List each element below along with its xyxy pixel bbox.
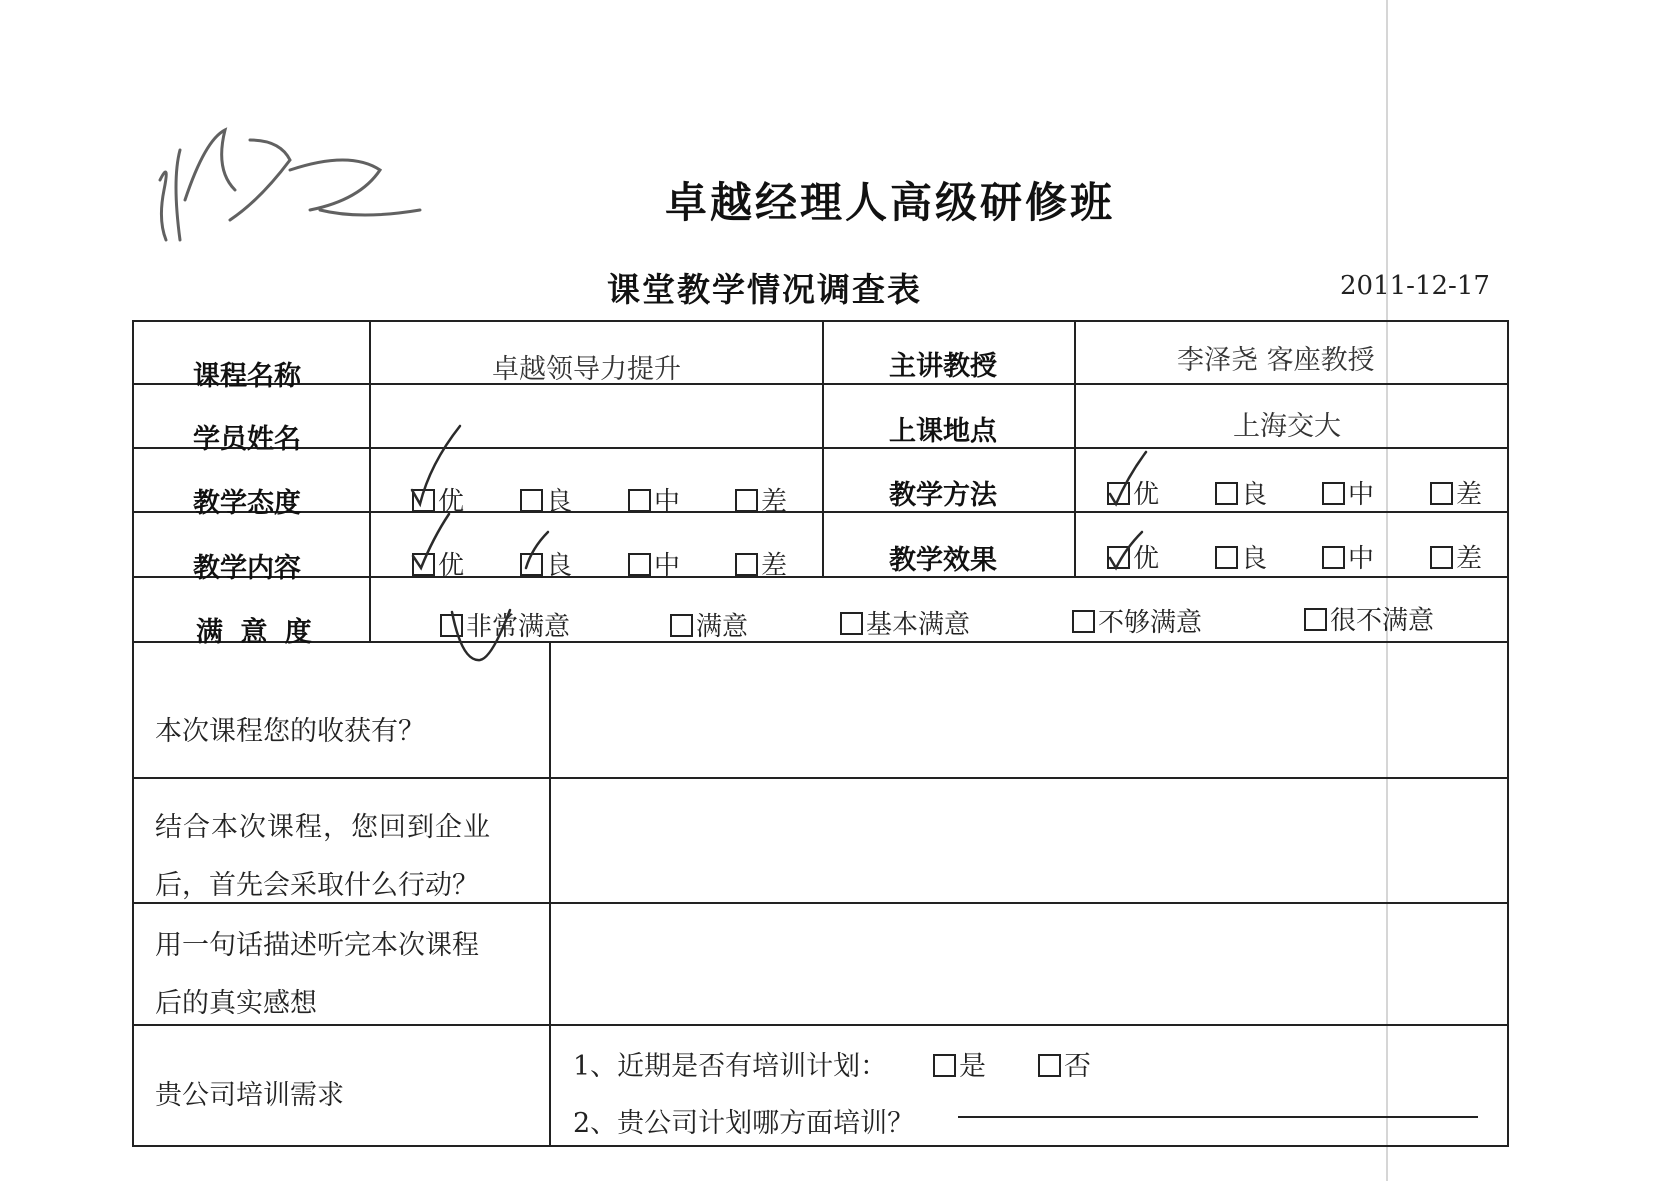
question-feeling-line1: 用一句话描述听完本次课程 <box>155 930 479 961</box>
training-needs-label: 贵公司培训需求 <box>155 1080 344 1111</box>
satisfaction-option-very-satisfied[interactable]: 非常满意 <box>440 606 570 643</box>
effect-option-average[interactable]: 中 <box>1322 538 1374 575</box>
checkbox[interactable] <box>412 553 435 576</box>
question-feeling-line2: 后的真实感想 <box>155 988 317 1019</box>
satisfaction-option-not-satisfied[interactable]: 不够满意 <box>1072 602 1202 639</box>
satisfaction-label: 满 意 度 <box>196 617 316 648</box>
checkbox[interactable] <box>1304 608 1327 631</box>
attitude-option-excellent[interactable]: 优 <box>412 481 464 518</box>
training-plan-question: 1、近期是否有培训计划： <box>573 1051 888 1082</box>
teaching-attitude-label: 教学态度 <box>193 488 301 519</box>
checkbox[interactable] <box>1107 482 1130 505</box>
location-label: 上课地点 <box>889 416 997 447</box>
student-name-label: 学员姓名 <box>193 424 301 455</box>
training-plan-yes[interactable]: 是 <box>933 1044 986 1083</box>
checkbox[interactable] <box>440 614 463 637</box>
question-action-line1: 结合本次课程，您回到企业 <box>155 812 491 843</box>
method-option-good[interactable]: 良 <box>1215 474 1267 511</box>
checkbox[interactable] <box>1072 610 1095 633</box>
checkbox[interactable] <box>1430 482 1453 505</box>
training-area-question: 2、贵公司计划哪方面培训？ <box>573 1108 915 1139</box>
content-option-average[interactable]: 中 <box>628 545 680 582</box>
checkbox[interactable] <box>840 612 863 635</box>
effect-option-good[interactable]: 良 <box>1215 538 1267 575</box>
method-option-average[interactable]: 中 <box>1322 474 1374 511</box>
method-option-poor[interactable]: 差 <box>1430 474 1482 511</box>
training-area-field[interactable] <box>958 1090 1478 1118</box>
method-option-excellent[interactable]: 优 <box>1107 474 1159 511</box>
checkbox[interactable] <box>933 1054 956 1077</box>
checkbox[interactable] <box>1215 482 1238 505</box>
effect-option-excellent[interactable]: 优 <box>1107 538 1159 575</box>
course-name-label: 课程名称 <box>193 361 301 392</box>
checkbox[interactable] <box>735 553 758 576</box>
answer-gains-field[interactable] <box>552 644 1507 776</box>
checkbox[interactable] <box>1215 546 1238 569</box>
question-gains: 本次课程您的收获有？ <box>155 716 425 747</box>
checkbox[interactable] <box>520 489 543 512</box>
teacher-value[interactable]: 李泽尧 客座教授 <box>1177 345 1375 376</box>
checkbox[interactable] <box>1430 546 1453 569</box>
checkbox[interactable] <box>735 489 758 512</box>
checkbox[interactable] <box>1322 482 1345 505</box>
training-plan-no[interactable]: 否 <box>1038 1044 1091 1083</box>
teaching-content-label: 教学内容 <box>193 553 301 584</box>
checkbox[interactable] <box>628 489 651 512</box>
course-name-value[interactable]: 卓越领导力提升 <box>492 354 681 385</box>
checkbox[interactable] <box>520 553 543 576</box>
checkbox[interactable] <box>1038 1054 1061 1077</box>
teaching-method-label: 教学方法 <box>889 480 997 511</box>
satisfaction-option-satisfied[interactable]: 满意 <box>670 606 748 643</box>
teaching-effect-label: 教学效果 <box>889 545 997 576</box>
content-option-poor[interactable]: 差 <box>735 545 787 582</box>
attitude-option-good[interactable]: 良 <box>520 481 572 518</box>
attitude-option-average[interactable]: 中 <box>628 481 680 518</box>
form-title: 卓越经理人高级研修班 <box>665 178 1116 227</box>
teacher-label: 主讲教授 <box>889 351 997 382</box>
checkbox[interactable] <box>628 553 651 576</box>
satisfaction-option-basically-satisfied[interactable]: 基本满意 <box>840 604 970 641</box>
content-option-good[interactable]: 良 <box>520 545 572 582</box>
checkbox[interactable] <box>1322 546 1345 569</box>
answer-action-field[interactable] <box>552 780 1507 901</box>
form-subtitle: 课堂教学情况调查表 <box>607 270 922 309</box>
attitude-option-poor[interactable]: 差 <box>735 481 787 518</box>
answer-feeling-field[interactable] <box>552 905 1507 1023</box>
form-date: 2011-12-17 <box>1340 271 1490 301</box>
checkbox[interactable] <box>670 614 693 637</box>
checkbox[interactable] <box>412 489 435 512</box>
checkbox[interactable] <box>1107 546 1130 569</box>
satisfaction-option-very-unsatisfied[interactable]: 很不满意 <box>1304 600 1434 637</box>
location-value[interactable]: 上海交大 <box>1233 411 1341 442</box>
question-action-line2: 后，首先会采取什么行动？ <box>155 870 479 901</box>
content-option-excellent[interactable]: 优 <box>412 545 464 582</box>
effect-option-poor[interactable]: 差 <box>1430 538 1482 575</box>
